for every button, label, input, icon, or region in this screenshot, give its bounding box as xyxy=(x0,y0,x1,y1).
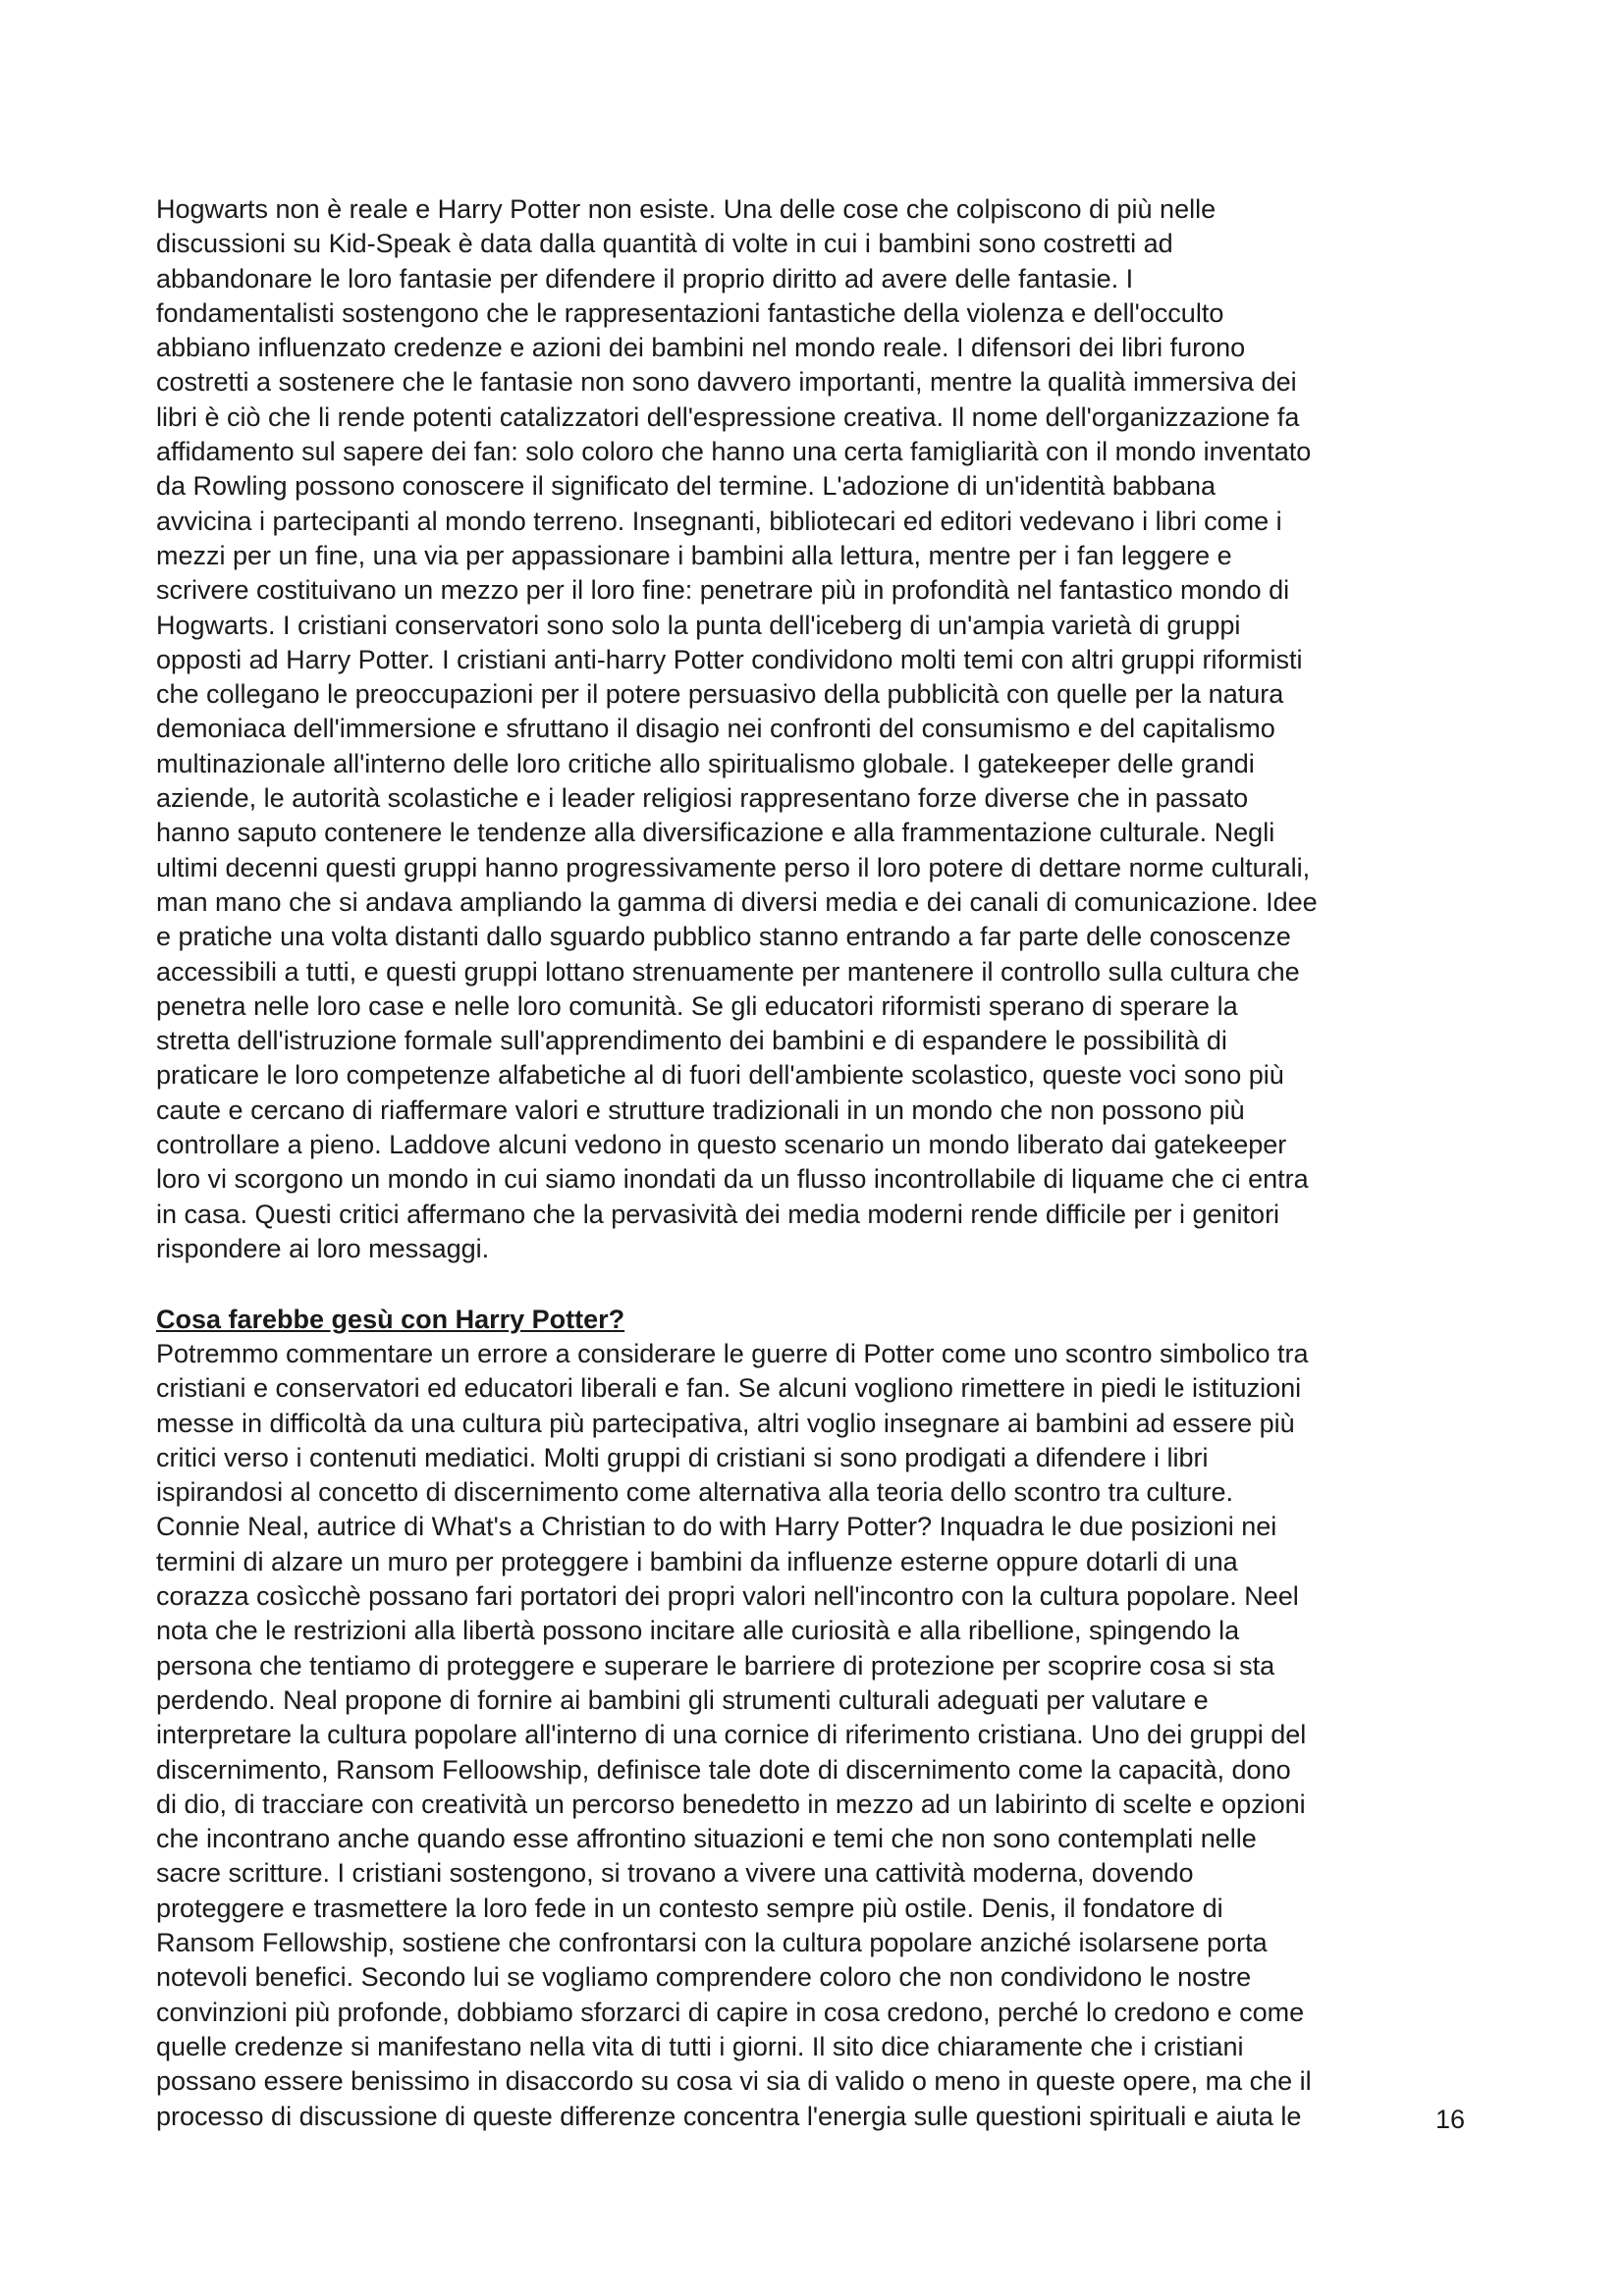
text-line: hanno saputo contenere le tendenze alla diversificazione e alla frammentazione culturale. Negli xyxy=(156,818,1275,848)
section-heading: Cosa farebbe gesù con Harry Potter? xyxy=(156,1305,625,1334)
text-line: loro vi scorgono un mondo in cui siamo inondati da un flusso incontrollabile di liquame che ci entra xyxy=(156,1164,1309,1195)
text-line: di dio, di tracciare con creatività un percorso benedetto in mezzo ad un labirinto di scelte e opzioni xyxy=(156,1789,1306,1819)
text-line: processo di discussione di queste differenze concentra l'energia sulle questioni spirituali e aiuta le xyxy=(156,2101,1302,2131)
text-line: libri è ciò che li rende potenti catalizzatori dell'espressione creativa. Il nome dell'organizzazione fa xyxy=(156,401,1300,432)
text-line: proteggere e trasmettere la loro fede in un contesto sempre più ostile. Denis, il fondatore di xyxy=(156,1893,1223,1923)
text-line: nota che le restrizioni alla libertà possono incitare alle curiosità e alla ribellione, spingendo la xyxy=(156,1616,1240,1646)
text-line: sacre scritture. I cristiani sostengono, si trovano a vivere una cattività moderna, dovendo xyxy=(156,1858,1194,1889)
text-line: accessibili a tutti, e questi gruppi lottano strenuamente per mantenere il controllo sulla cultura che xyxy=(156,956,1300,987)
text-line: termini di alzare un muro per proteggere i bambini da influenze esterne oppure dotarli di una xyxy=(156,1546,1238,1576)
text-line: abbandonare le loro fantasie per difendere il proprio diritto ad avere delle fantasie. I xyxy=(156,263,1134,294)
text-line: corazza cosìcchè possano fari portatori dei propri valori nell'incontro con la cultura popolare. Neel xyxy=(156,1581,1299,1612)
text-line: Connie Neal, autrice di What's a Christian to do with Harry Potter? Inquadra le due posizioni nei xyxy=(156,1512,1277,1542)
text-line: critici verso i contenuti mediatici. Molti gruppi di cristiani si sono prodigati a difendere i libri xyxy=(156,1442,1209,1472)
text-line: mezzi per un fine, una via per appassionare i bambini alla lettura, mentre per i fan leggere e xyxy=(156,540,1232,570)
text-line: che collegano le preoccupazioni per il potere persuasivo della pubblicità con quelle per la natura xyxy=(156,679,1284,710)
text-line: persona che tentiamo di proteggere e superare le barriere di protezione per scoprire cosa si sta xyxy=(156,1650,1275,1681)
text-line: perdendo. Neal propone di fornire ai bambini gli strumenti culturali adeguati per valutare e xyxy=(156,1684,1209,1715)
text-line: Potremmo commentare un errore a considerare le guerre di Potter come uno scontro simbolico tra xyxy=(156,1339,1309,1368)
text-line: aziende, le autorità scolastiche e i leader religiosi rappresentano forze diverse che in passato xyxy=(156,783,1249,814)
text-line: e pratiche una volta distanti dallo sguardo pubblico stanno entrando a far parte delle conoscenze xyxy=(156,922,1291,952)
text-line: messe in difficoltà da una cultura più partecipativa, altri voglio insegnare ai bambini ad essere più xyxy=(156,1408,1295,1438)
text-line: opposti ad Harry Potter. I cristiani anti-harry Potter condividono molti temi con altri gruppi riformisti xyxy=(156,644,1303,674)
text-line: caute e cercano di riaffermare valori e strutture tradizionali in un mondo che non possono più xyxy=(156,1095,1245,1125)
text-line: fondamentalisti sostengono che le rappresentazioni fantastiche della violenza e dell'occulto xyxy=(156,297,1224,328)
text-line: da Rowling possono conoscere il significato del termine. L'adozione di un'identità babbana xyxy=(156,471,1217,502)
text-line: abbiano influenzato credenze e azioni dei bambini nel mondo reale. I difensori dei libri furono xyxy=(156,333,1246,363)
text-line: Hogwarts non è reale e Harry Potter non esiste. Una delle cose che colpiscono di più nelle xyxy=(156,194,1217,224)
text-line: avvicina i partecipanti al mondo terreno. Insegnanti, bibliotecari ed editori vedevano i libri come i xyxy=(156,506,1282,536)
text-line: interpretare la cultura popolare all'interno di una cornice di riferimento cristiana. Uno dei gruppi del xyxy=(156,1720,1307,1750)
text-line: Ransom Fellowship, sostiene che confrontarsi con la cultura popolare anziché isolarsene porta xyxy=(156,1928,1268,1958)
text-line: controllare a pieno. Laddove alcuni vedono in questo scenario un mondo liberato dai gatekeeper xyxy=(156,1130,1287,1160)
text-line: quelle credenze si manifestano nella vita di tutti i giorni. Il sito dice chiaramente che i cristiani xyxy=(156,2031,1244,2061)
text-line: costretti a sostenere che le fantasie non sono davvero importanti, mentre la qualità immersiva dei xyxy=(156,367,1297,398)
text-line: ispirandosi al concetto di discernimento come alternativa alla teoria dello scontro tra culture. xyxy=(156,1477,1234,1508)
text-line: penetra nelle loro case e nelle loro comunità. Se gli educatori riformisti sperano di sperare la xyxy=(156,990,1238,1021)
text-line: praticare le loro competenze alfabetiche al di fuori dell'ambiente scolastico, queste voci sono più xyxy=(156,1060,1284,1091)
text-line: discussioni su Kid-Speak è data dalla quantità di volte in cui i bambini sono costretti ad xyxy=(156,229,1173,259)
text-line: man mano che si andava ampliando la gamma di diversi media e dei canali di comunicazione. Idee xyxy=(156,886,1318,917)
text-line: notevoli benefici. Secondo lui se vogliamo comprendere coloro che non condividono le nostre xyxy=(156,1962,1252,1993)
text-line: affidamento sul sapere dei fan: solo coloro che hanno una certa famigliarità con il mondo inventato xyxy=(156,437,1312,467)
text-line: scrivere costituivano un mezzo per il loro fine: penetrare più in profondità nel fantastico mondo di xyxy=(156,575,1290,606)
body-paragraph-1 xyxy=(156,192,1491,1266)
text-line: demoniaca dell'immersione e sfruttano il disagio nei confronti del consumismo e del capitalismo xyxy=(156,714,1275,744)
text-line: ultimi decenni questi gruppi hanno progressivamente perso il loro potere di dettare norme culturali, xyxy=(156,852,1311,882)
text-line: discernimento, Ransom Felloowship, definisce tale dote di discernimento come la capacità, dono xyxy=(156,1754,1291,1785)
text-line: convinzioni più profonde, dobbiamo sforzarci di capire in cosa credono, perché lo credono e come xyxy=(156,1997,1305,2027)
text-line: multinazionale all'interno delle loro critiche allo spiritualismo globale. I gatekeeper delle grandi xyxy=(156,748,1255,778)
text-line: possano essere benissimo in disaccordo su cosa vi sia di valido o meno in queste opere, ma che il xyxy=(156,2066,1312,2097)
text-line: cristiani e conservatori ed educatori liberali e fan. Se alcuni vogliono rimettere in piedi le istituzioni xyxy=(156,1373,1302,1404)
text-line: Hogwarts. I cristiani conservatori sono solo la punta dell'iceberg di un'ampia varietà di gruppi xyxy=(156,610,1241,640)
text-line: che incontrano anche quando esse affrontino situazioni e temi che non sono contemplati nelle xyxy=(156,1824,1257,1854)
page-number: 16 xyxy=(1435,2105,1466,2134)
text-line: in casa. Questi critici affermano che la pervasività dei media moderni rende difficile per i genitori xyxy=(156,1199,1280,1229)
body-paragraph-2 xyxy=(156,1337,1491,2134)
text-line: rispondere ai loro messaggi. xyxy=(156,1233,490,1263)
text-line: stretta dell'istruzione formale sull'apprendimento dei bambini e di espandere le possibilità di xyxy=(156,1026,1227,1056)
